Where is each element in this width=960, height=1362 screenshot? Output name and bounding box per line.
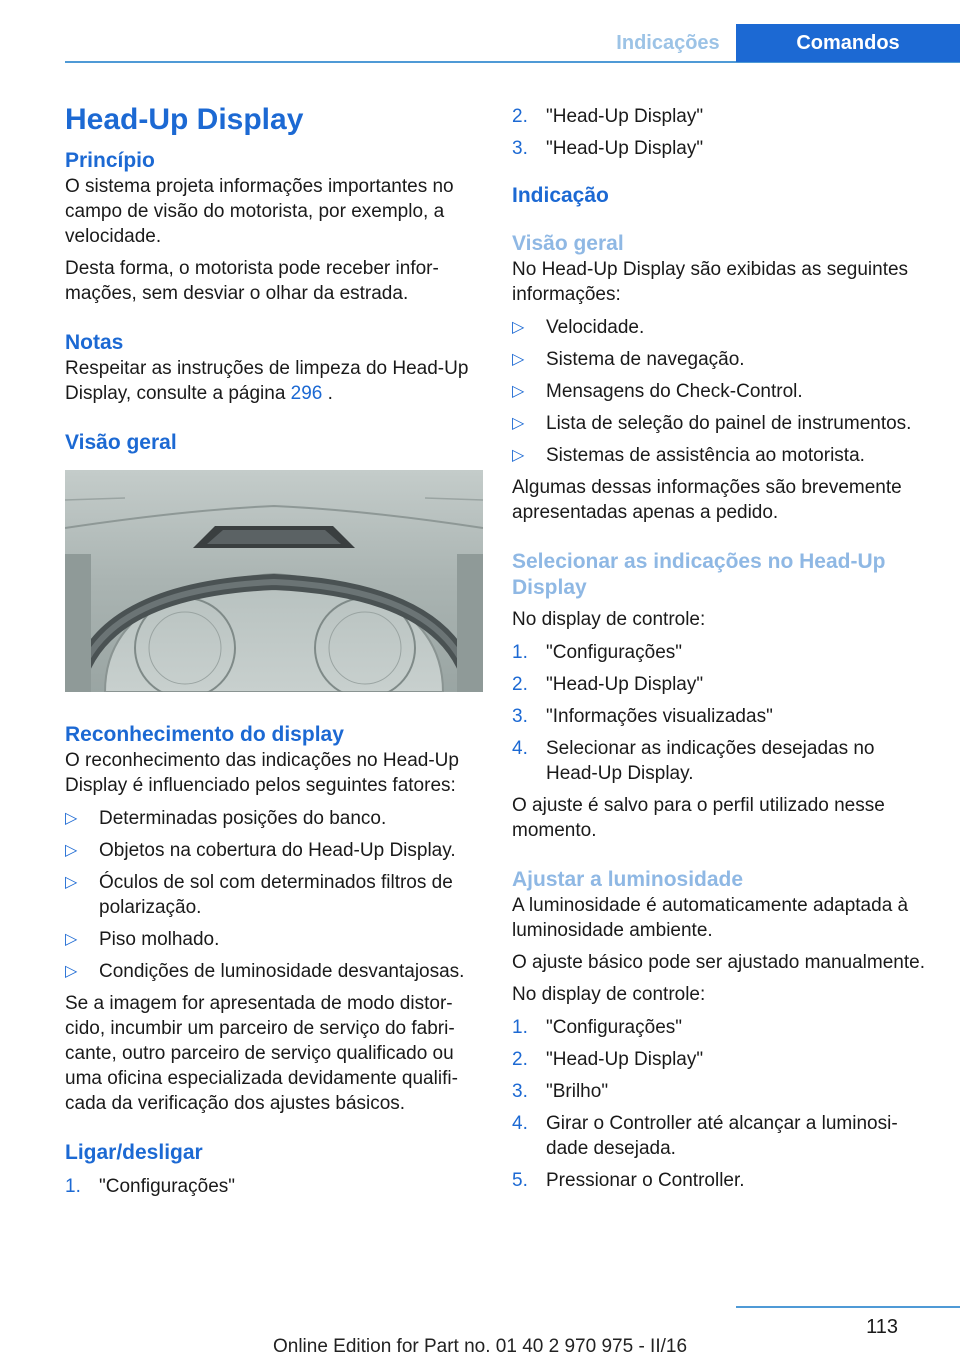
heading-ajustar-luminosidade: Ajustar a luminosidade [512,868,744,891]
triangle-bullet-icon: ▷ [512,447,525,464]
list-item-text: "Head-Up Display" [546,1049,704,1070]
paragraph-notas [65,356,483,406]
page-number: 113 [866,1316,898,1338]
notas-text-end: . [322,383,333,404]
triangle-bullet-icon: ▷ [65,842,78,859]
list-item [65,806,483,831]
list-item-text: "Configurações" [546,1017,683,1038]
heading-notas: Notas [65,331,124,354]
tab-indicacoes[interactable]: Indicações [616,32,720,54]
list-ligar-steps-cont [512,104,930,161]
paragraph-ajuste-salvo: O ajuste é salvo para o perfil utilizado nesse momento. [512,795,885,841]
paragraph-selecionar-intro: No display de controle: [512,609,706,630]
list-item [512,672,930,697]
list-item-text: Piso molhado. [99,929,220,950]
list-item-text: Mensagens do Check-Control. [546,381,803,402]
triangle-bullet-icon: ▷ [512,415,525,432]
step-number: 5. [512,1170,528,1191]
heading-reconhecimento: Reconhecimento do display [65,723,344,746]
tab-comandos[interactable]: Comandos [736,24,960,62]
paragraph-distorcao: Se a imagem for apresentada de modo distorcido, incumbir um parceiro de serviço do fabricante, outro parceiro de serviço qualificado ou uma oficina especializada devidamente qualificada da verificação dos ajustes básicos. [65,993,458,1114]
right-column [512,100,930,1200]
list-item [512,1079,930,1104]
list-item-text: "Configurações" [99,1176,236,1197]
list-fatores [65,806,483,984]
list-item [512,443,930,468]
step-number: 4. [512,1113,528,1134]
list-item [65,838,483,863]
list-item-text: Pressionar o Controller. [546,1170,745,1191]
step-number: 2. [512,1049,528,1070]
step-number: 4. [512,738,528,759]
list-item [512,640,930,665]
heading-indicacao: Indicação [512,184,609,207]
list-item-text: Selecionar as indicações desejadas no Head-Up Display. [546,738,875,784]
list-item-text: Sistemas de assistência ao motorista. [546,445,865,466]
list-item-text: Girar o Controller até alcançar a luminosidade desejada. [546,1113,898,1159]
list-selecionar-steps [512,640,930,786]
paragraph-algumas: Algumas dessas informações são brevemente apresentadas apenas a pedido. [512,477,902,523]
step-number: 2. [512,674,528,695]
list-item-text: "Informações visualizadas" [546,706,773,727]
edition-note: Online Edition for Part no. 01 40 2 970 975 - II/16 [272,1336,688,1357]
list-item-text: Velocidade. [546,317,645,338]
triangle-bullet-icon: ▷ [512,319,525,336]
paragraph-ajustar-1: A luminosidade é automaticamente adaptada à luminosidade ambiente. [512,895,909,941]
list-ajustar-steps [512,1015,930,1193]
list-item-text: Determinadas posições do banco. [99,808,387,829]
list-item-text: "Configurações" [546,642,683,663]
head-up-display-photo [65,470,483,692]
paragraph-principio-1: O sistema projeta informações importantes no campo de visão do motorista, por exemplo, a velocidade. [65,176,454,247]
paragraph-ajustar-intro: No display de controle: [512,984,706,1005]
list-item-text: "Head-Up Display" [546,138,704,159]
page-title: Head-Up Display [65,103,304,136]
paragraph-ajustar-2: O ajuste básico pode ser ajustado manualmente. [512,952,925,973]
list-item [65,870,483,920]
step-number: 1. [512,642,528,663]
list-item [512,736,930,786]
left-column [65,100,483,1206]
list-item [512,411,930,436]
list-item [512,704,930,729]
paragraph-principio-2: Desta forma, o motorista pode receber informações, sem desviar o olhar da estrada. [65,258,439,304]
list-item-text: Objetos na cobertura do Head-Up Display. [99,840,456,861]
list-ligar-steps [65,1174,483,1199]
notas-text: Respeitar as instruções de limpeza do Head-Up Display, consulte a página [65,358,469,404]
list-informacoes [512,315,930,468]
list-item [65,1174,483,1199]
paragraph-reconhecimento: O reconhecimento das indicações no Head-Up Display é influenciado pelos seguintes fatores: [65,750,459,796]
list-item-text: Sistema de navegação. [546,349,745,370]
heading-visao-geral: Visão geral [65,431,177,454]
triangle-bullet-icon: ▷ [65,931,78,948]
triangle-bullet-icon: ▷ [512,351,525,368]
list-item [65,959,483,984]
step-number: 3. [512,1081,528,1102]
triangle-bullet-icon: ▷ [65,963,78,980]
step-number: 2. [512,106,528,127]
list-item [512,136,930,161]
list-item [512,1015,930,1040]
step-number: 3. [512,138,528,159]
list-item [512,347,930,372]
page-link-296[interactable]: 296 [290,383,323,404]
triangle-bullet-icon: ▷ [65,874,78,891]
step-number: 1. [512,1017,528,1038]
heading-ligar-desligar: Ligar/desligar [65,1141,203,1164]
heading-principio: Princípio [65,149,155,172]
step-number: 3. [512,706,528,727]
heading-selecionar: Selecionar as indicações no Head-Up Display [512,550,886,599]
list-item-text: Óculos de sol com determinados filtros de polarização. [99,872,453,918]
heading-visao-geral-indicacao: Visão geral [512,232,624,255]
list-item [512,315,930,340]
list-item [512,1168,930,1193]
step-number: 1. [65,1176,81,1197]
triangle-bullet-icon: ▷ [65,810,78,827]
paragraph-visao-geral: No Head-Up Display são exibidas as seguintes informações: [512,259,909,305]
list-item-text: "Head-Up Display" [546,106,704,127]
list-item-text: "Brilho" [546,1081,609,1102]
list-item [512,1047,930,1072]
triangle-bullet-icon: ▷ [512,383,525,400]
list-item [512,1111,930,1161]
list-item-text: "Head-Up Display" [546,674,704,695]
footer-rule [736,1306,960,1308]
list-item-text: Condições de luminosidade desvantajosas. [99,961,465,982]
list-item [512,379,930,404]
list-item [65,927,483,952]
list-item-text: Lista de seleção do painel de instrumentos. [546,413,912,434]
list-item [512,104,930,129]
